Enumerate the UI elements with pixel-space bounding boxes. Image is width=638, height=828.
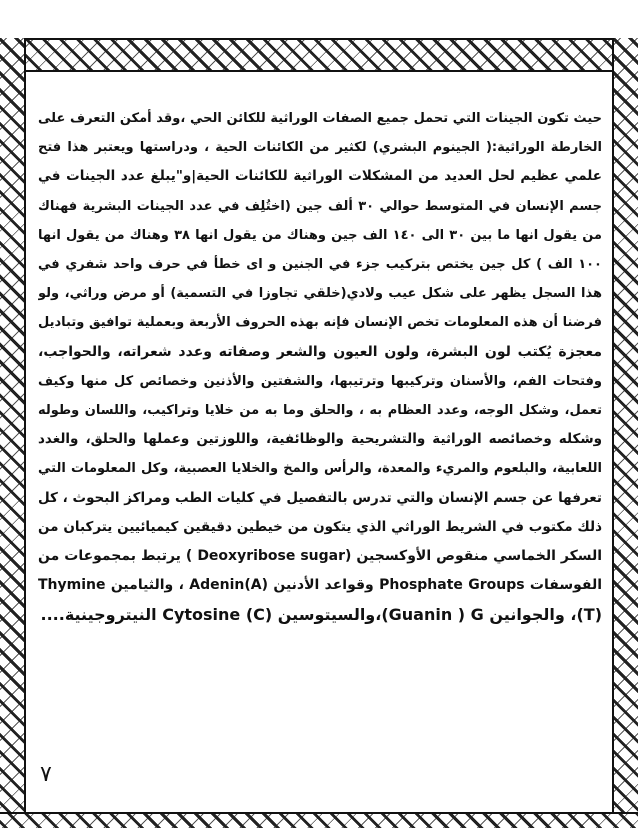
- text-line: معجزة يُكتب لون البشرة، ولون العيون والشعر وصفاته وعدد شعراته، والحواجب،: [38, 343, 602, 360]
- text-line: تعمل، وشكل الوجه، وعدد العظام به ، والحلق وما به من خلايا وتراكيب، واللسان وطوله: [38, 403, 602, 419]
- text-line: السكر الخماسي منقوص الأوكسجين (Deoxyribose sugar ) يرتبط بمجموعات من: [38, 548, 602, 565]
- text-line: اللعابية، والبلعوم والمريء والمعدة، والرأس والمخ والخلايا العصبية، وكل المعلومات التي: [38, 461, 602, 477]
- text-line: ١٠٠ الف ) كل جين يختص بتركيب جزء في الجنين و اى خطأ في حرف واحد شفري في: [38, 257, 602, 273]
- text-line: (T)، والجوانين Guanin ) G)،والسيتوسين Cytosine (C) النيتروجينية....: [40, 605, 602, 625]
- text-line: ذلك مكتوب في الشريط الوراثي الذي يتكون من خيطين دقيقين كيميائيين يتركبان من: [38, 518, 602, 535]
- text-line: من يقول انها ما بين ٣٠ الى ١٤٠ الف جين وهناك من يقول انها ٣٨ وهناك من يقول انها: [38, 227, 602, 243]
- text-line: فرضنا أن هذه المعلومات تخص الإنسان فإنه بهذه الحروف الأربعة وبعملية توافيق وتباديل: [38, 315, 602, 331]
- text-line: هذا السجل يظهر على شكل عيب ولادي(خلقي تجاوزا في التسمية) أو مرض وراثي، ولو: [38, 286, 602, 302]
- text-line: وشكله وخصائصه الوراثية والتشريحية والوظائفية، واللوزتين وعملها والحلق، والغدد: [38, 431, 602, 448]
- text-line: حيث تكون الجينات التي تحمل جميع الصفات الوراثية للكائن الحي ،وقد أمكن التعرف على: [38, 111, 602, 126]
- text-line: علمي عظيم لحل العديد من المشكلات الوراثية للكائنات الحية|و"يبلغ عدد الجينات في: [38, 168, 602, 185]
- body-text: [38, 104, 602, 630]
- decorative-border-left: [0, 38, 26, 826]
- page-number: ٧: [40, 762, 52, 787]
- text-line: جسم الإنسان في المتوسط حوالي ٣٠ ألف جين (اختُلِف في عدد الجينات البشرية فهناك: [38, 198, 602, 214]
- decorative-border-top: [0, 38, 638, 72]
- decorative-border-right: [612, 38, 638, 826]
- text-line: تعرفها عن جسم الإنسان والتي تدرس بالتفصيل في كليات الطب ومراكز البحوث ، كل: [38, 489, 602, 506]
- text-line: وفتحات الفم، والأسنان وتركيبها وترتيبها، والشفتين والأذنين وخصائص كل منها وكيف: [38, 373, 602, 389]
- text-line: الخارطة الوراثية:( الجينوم البشري) لكثير من الكائنات الحية ، ودراستها ويعتبر هذا فتح: [38, 140, 602, 156]
- text-line: الفوسفات Phosphate Groups وقواعد الأدنين (A)Adenin ، والثيامين Thymine: [38, 577, 602, 594]
